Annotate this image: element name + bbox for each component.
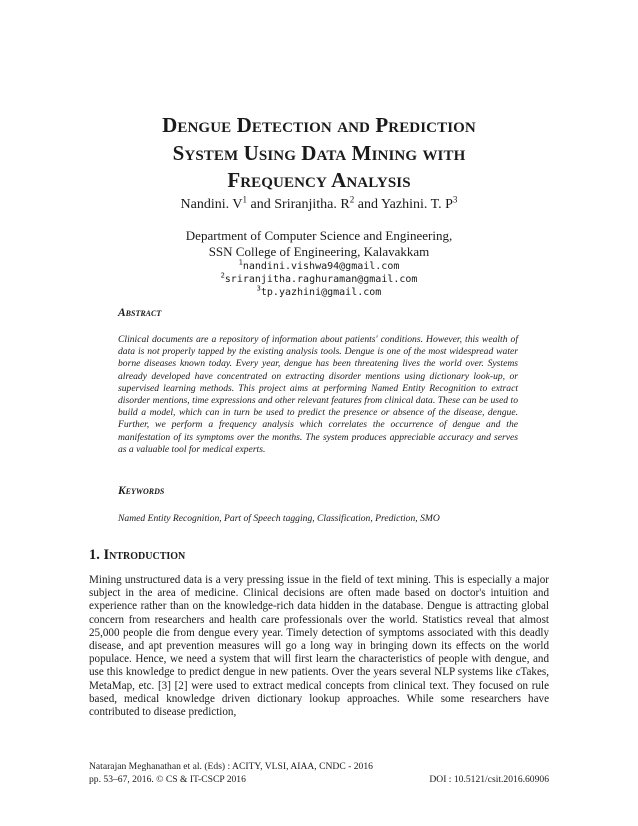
paper-title xyxy=(60,112,578,195)
title-line-2: System Using Data Mining with xyxy=(172,140,466,165)
email-2[interactable] xyxy=(60,273,578,286)
abstract-text: Clinical documents are a repository of information about patients' conditions. However, this wealth of data is not properly tapped by the existing analysis tools. Dengue is one of the most widespread water borne diseases known today. Every year, dengue has been threatening lives the world over. Systems already developed have concentrated on extracting disorder mentions using dictionary look-up, or supervised learning methods. This project aims at performing Named Entity Recognition to extract disorder mentions, time expressions and other relevant features from clinical data. These can be used to build a model, which can in turn be used to predict the presence or absence of the disease, dengue. Further, we perform a frequency analysis which correlates the occurrence of dengue and the manifestation of its symptoms over the months. The system produces appreciable accuracy and serves as a valuable tool for medical experts. xyxy=(118,334,518,455)
email-3-address: tp.yazhini@gmail.com xyxy=(260,287,382,298)
footer-proceedings: Natarajan Meghanathan et al. (Eds) : ACITY, VLSI, AIAA, CNDC - 2016 xyxy=(89,761,373,772)
author-separator: and xyxy=(247,197,275,212)
introduction-text: Mining unstructured data is a very pressing issue in the field of text mining. This is especially a major subject in the area of medicine. Clinical decisions are often made based on doctor's intuition and experience rather than on the knowledge-rich data hidden in the database. Dengue is attracting global concern from researchers and health care professionals over the world. Statistics reveal that almost 25,000 people die from dengue every year. Timely detection of symptoms associated with this deadly disease, and apt prevention measures will go a long way in bringing down its effects on the world populace. Hence, we need a system that will first learn the characteristics of people with dengue, and use this knowledge to predict dengue in new patients. Over the years several NLP systems like cTakes, MetaMap, etc. [3] [2] were used to extract medical concepts from clinical text. They focused on rule based, medical knowledge driven dictionary lookup approaches. While some researchers have contributed to disease prediction, xyxy=(89,574,549,719)
keywords-heading: Keywords xyxy=(118,485,165,497)
abstract-heading: Abstract xyxy=(118,307,162,319)
email-2-marker: 2 xyxy=(220,271,225,280)
email-1[interactable] xyxy=(60,260,578,273)
keywords-text: Named Entity Recognition, Part of Speech tagging, Classification, Prediction, SMO xyxy=(118,513,440,524)
footer-pages: pp. 53–67, 2016. © CS & IT-CSCP 2016 xyxy=(89,774,246,785)
college: SSN College of Engineering, Kalavakkam xyxy=(208,244,430,259)
email-3[interactable] xyxy=(60,286,578,299)
author-2-name: Sriranjitha. R xyxy=(274,197,350,212)
title-line-3: Frequency Analysis xyxy=(227,168,411,192)
email-1-marker: 1 xyxy=(238,258,243,267)
author-list xyxy=(60,194,578,213)
title-line-1: Dengue Detection and Prediction xyxy=(162,113,476,137)
footer-row xyxy=(89,773,549,786)
email-2-address: sriranjitha.raghuraman@gmail.com xyxy=(224,274,418,285)
department: Department of Computer Science and Engineering, xyxy=(185,228,453,243)
author-separator: and xyxy=(354,197,381,212)
email-3-marker: 3 xyxy=(256,284,261,293)
page-footer xyxy=(89,760,549,786)
author-1-marker: 1 xyxy=(242,194,248,205)
author-2-marker: 2 xyxy=(349,194,355,205)
affiliation-block xyxy=(60,228,578,299)
author-3-marker: 3 xyxy=(452,194,458,205)
author-1-name: Nandini. V xyxy=(180,197,243,212)
email-1-address: nandini.vishwa94@gmail.com xyxy=(242,261,400,272)
author-3-name: Yazhini. T. P xyxy=(380,197,453,212)
footer-doi[interactable]: DOI : 10.5121/csit.2016.60906 xyxy=(429,774,549,785)
introduction-heading: 1. Introduction xyxy=(89,547,186,563)
